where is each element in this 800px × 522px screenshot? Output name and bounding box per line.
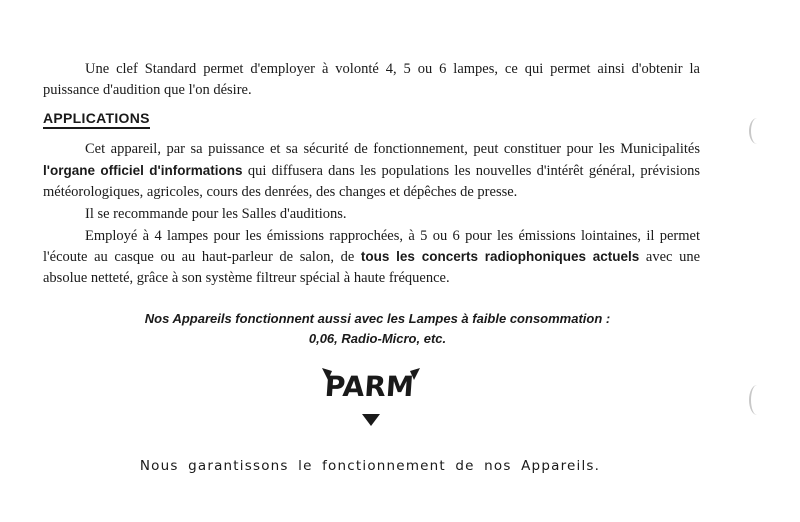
parm-logo [316,362,426,430]
official-organ-bold: l'organe officiel d'informations [43,163,243,178]
note-line-2: 0,06, Radio-Micro, etc. [308,331,447,346]
applications-heading: APPLICATIONS [43,110,150,129]
logo-text: PARM [323,370,415,403]
applications-p1-line-3: météorologiques, agricoles, cours des denrées, des changes et dépêches de presse. [43,184,518,200]
intro-line-1: Une clef Standard permet d'employer à volonté 4, 5 ou 6 lampes, ce qui permet ainsi d'obtenir la [85,61,700,77]
p3-line-2-end: avec une [645,249,701,265]
radio-concerts-bold: tous les concerts radiophoniques actuels [360,249,640,264]
applications-p1-line-1: Cet appareil, par sa puissance et sa sécurité de fonctionnement, peut constituer pour les Municipalités [85,141,700,157]
logo-bottom-triangle [362,414,380,426]
applications-p2: Il se recommande pour les Salles d'auditions. [85,206,347,222]
applications-p3-line-1: Employé à 4 lampes pour les émissions rapprochées, à 5 ou 6 pour les émissions lointaines, il permet [85,228,700,244]
applications-p1-line-2 [43,162,700,180]
note-line-1: Nos Appareils fonctionnent aussi avec les Lampes à faible consommation : [144,311,611,326]
applications-p3-line-3: absolue netteté, grâce à son système filtreur spécial à haute fréquence. [43,270,450,286]
binder-hole-top [749,118,765,144]
intro-line-2: puissance d'audition que l'on désire. [43,82,252,98]
p1-line-2-rest: qui diffusera dans les populations les nouvelles d'intérêt général, prévisions [247,163,701,179]
guarantee-statement: Nous garantissons le fonctionnement de nos Appareils. [139,458,601,474]
binder-hole-bottom [749,385,765,415]
p3-line-2-start: l'écoute au casque ou au haut-parleur de salon, de [43,249,355,265]
applications-p3-line-2 [43,248,700,266]
